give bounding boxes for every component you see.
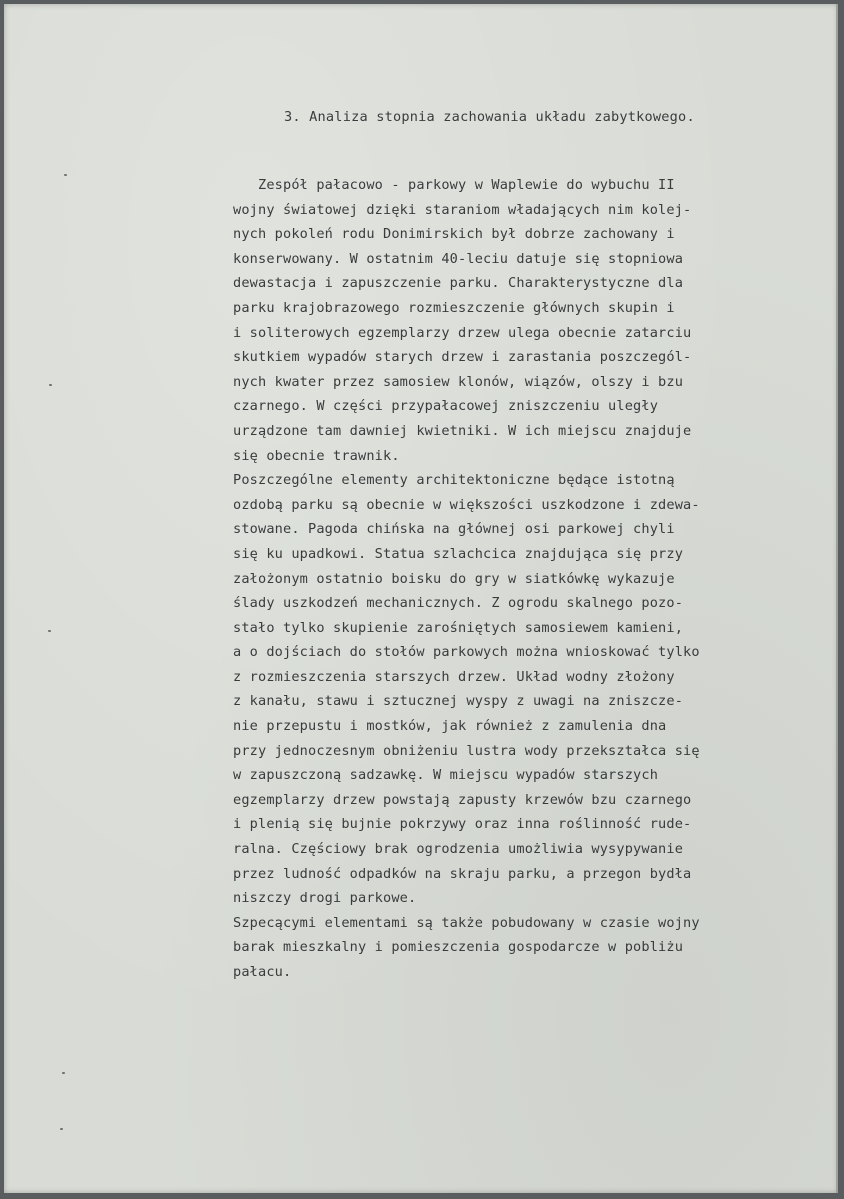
text-line: pałacu.: [233, 964, 292, 980]
text-line: skutkiem wypadów starych drzew i zarastania poszczegól-: [233, 349, 692, 366]
text-line: nych kwater przez samosiew klonów, wiązów, olszy i bzu: [233, 373, 684, 390]
text-line: i soliterowych egzemplarzy drzew ulega obecnie zatarciu: [233, 324, 692, 341]
text-line: się obecnie trawnik.: [233, 447, 400, 464]
text-line: stowane. Pagoda chińska na głównej osi parkowej chyli: [233, 521, 675, 538]
text-line: nie przepustu i mostków, jak również z zamulenia dna: [233, 718, 667, 735]
text-line: przez ludność odpadków na skraju parku, a przegon bydła: [233, 865, 692, 882]
text-line: niszczy drogi parkowe.: [233, 890, 417, 907]
document-page: [4, 4, 838, 1193]
text-line: egzemplarzy drzew powstają zapusty krzewów bzu czarnego: [233, 791, 692, 808]
text-line: urządzone tam dawniej kwietniki. W ich miejscu znajduje: [233, 422, 692, 439]
text-line: a o dojściach do stołów parkowych można wnioskować tylko: [233, 644, 700, 661]
text-line: Poszczególne elementy architektoniczne będące istotną: [233, 472, 675, 489]
margin-speck: [60, 1128, 63, 1130]
margin-speck: [62, 1072, 65, 1074]
text-line: konserwowany. W ostatnim 40-leciu datuje się stopniowa: [233, 250, 684, 267]
text-line: założonym ostatnio boisku do gry w siatkówkę wykazuje: [233, 570, 675, 587]
text-line: barak mieszkalny i pomieszczenia gospodarcze w pobliżu: [233, 939, 684, 956]
text-line: się ku upadkowi. Statua szlachcica znajdująca się przy: [233, 545, 684, 562]
text-line: i plenią się bujnie pokrzywy oraz inna roślinność rude-: [233, 816, 692, 833]
text-line: wojny światowej dzięki staraniom władających nim kolej-: [233, 201, 692, 218]
text-line: przy jednoczesnym obniżeniu lustra wody przekształca się: [233, 742, 700, 759]
page-edge: [836, 4, 838, 1193]
text-line: Zespół pałacowo - parkowy w Waplewie do wybuchu II: [233, 177, 675, 193]
body-text: [233, 173, 825, 985]
margin-speck: [64, 174, 67, 176]
text-line: parku krajobrazowego rozmieszczenie głównych skupin i: [233, 299, 675, 316]
text-line: Szpecącymi elementami są także pobudowany w czasie wojny: [233, 914, 700, 931]
text-line: z rozmieszczenia starszych drzew. Układ wodny złożony: [233, 668, 675, 685]
text-line: ślady uszkodzeń mechanicznych. Z ogrodu skalnego pozo-: [233, 595, 684, 612]
margin-speck: [48, 630, 51, 632]
text-line: ozdobą parku są obecnie w większości uszkodzone i zdewa-: [233, 496, 700, 513]
text-line: w zapuszczoną sadzawkę. W miejscu wypadów starszych: [233, 767, 659, 784]
text-line: czarnego. W części przypałacowej zniszczeniu uległy: [233, 398, 659, 415]
text-line: stało tylko skupienie zarośniętych samosiewem kamieni,: [233, 619, 684, 636]
text-line: z kanału, stawu i sztucznej wyspy z uwagi na zniszcze-: [233, 693, 684, 710]
margin-speck: [49, 384, 52, 386]
text-line: ralna. Częściowy brak ogrodzenia umożliwia wysypywanie: [233, 841, 684, 858]
text-line: dewastacja i zapuszczenie parku. Charakterystyczne dla: [233, 275, 684, 292]
section-heading: 3. Analiza stopnia zachowania układu zabytkowego.: [284, 109, 695, 125]
text-line: nych pokoleń rodu Donimirskich był dobrze zachowany i: [233, 226, 675, 243]
